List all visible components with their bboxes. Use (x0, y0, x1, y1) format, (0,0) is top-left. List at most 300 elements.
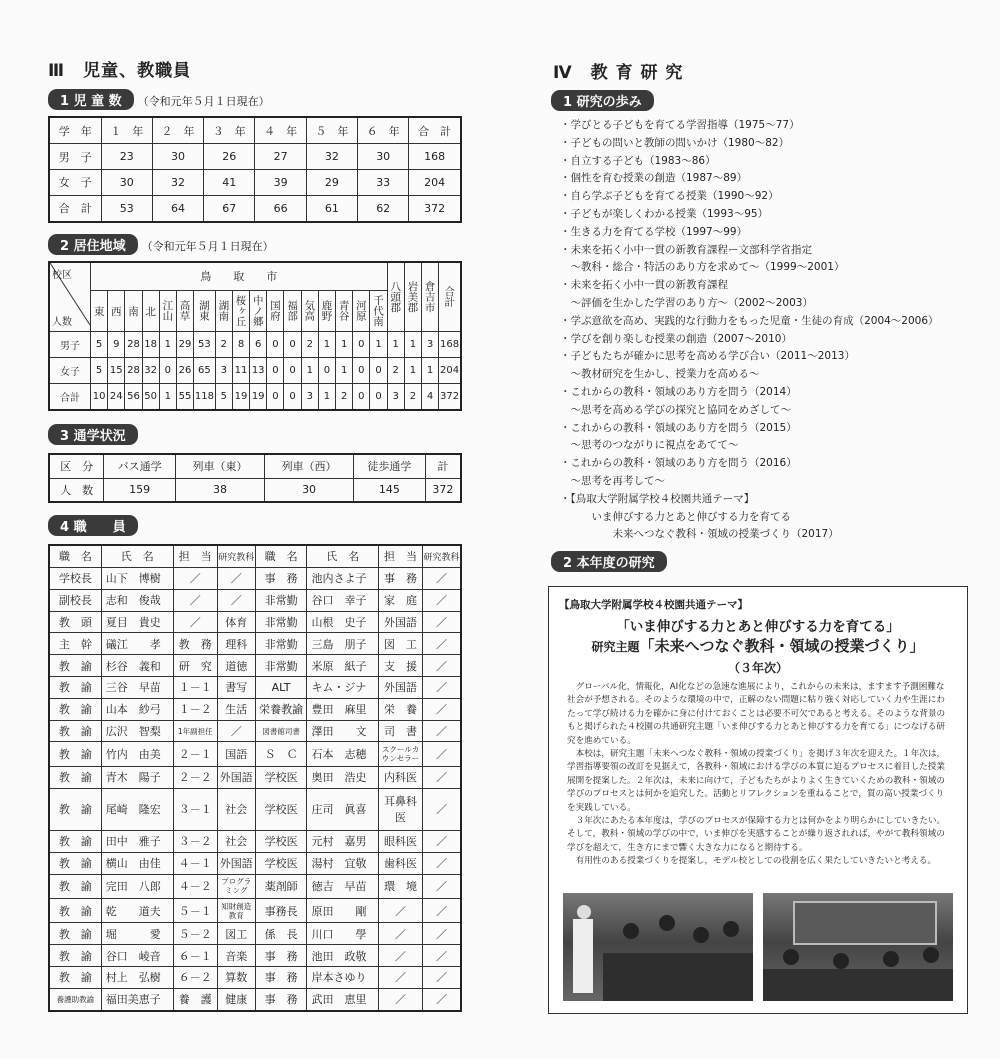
staff-label: 4 職 員 (48, 515, 138, 536)
classroom-photo-right (763, 893, 953, 1001)
research-history-heading (551, 90, 654, 111)
table-cell: 谷口 幸子 (307, 589, 379, 611)
research-theme-text: 「未来へつなぐ教科・領域の授業づくり」 (639, 637, 925, 655)
table-header-cell: 南 (125, 290, 142, 331)
staff-row (49, 677, 461, 699)
table-cell: 音楽 (217, 945, 255, 967)
table-cell: 石本 志穂 (307, 742, 379, 766)
table-cell: ／ (423, 874, 461, 898)
table-cell: 志和 俊哉 (101, 589, 173, 611)
research-history-item: ・学びを創り楽しむ授業の創造（2007～2010） (560, 332, 792, 345)
table-cell: 1 (318, 383, 335, 410)
table-cell: 事務長 (255, 899, 307, 923)
table-cell: 372 (439, 383, 461, 410)
research-history-item: ・学ぶ意欲を高め、実践的な行動力をもった児童・生徒の育成（2004～2006） (560, 314, 939, 327)
table-cell: 池内さよ子 (307, 567, 379, 589)
table-header-cell: 国府 (267, 290, 284, 331)
table-cell: 社会 (217, 788, 255, 830)
table-cell: キム・ジナ (307, 677, 379, 699)
table-cell: 0 (353, 357, 370, 383)
table-cell: 合計 (49, 383, 91, 410)
table-cell: 夏目 貴史 (101, 611, 173, 633)
table-cell: 外国語 (379, 677, 423, 699)
table-cell: 庄司 眞喜 (307, 788, 379, 830)
table-cell: 豊田 麻里 (307, 698, 379, 720)
table-cell: 1年副担任 (173, 720, 217, 742)
table-cell: 外国語 (217, 766, 255, 788)
table-header-cell: 研究教科 (217, 545, 255, 567)
table-row (49, 195, 461, 222)
table-cell: 尾崎 隆宏 (101, 788, 173, 830)
table-cell: 1 (387, 331, 404, 357)
table-header-cell: 職 名 (255, 545, 307, 567)
table-cell: ／ (423, 567, 461, 589)
table-cell: 1 (301, 357, 318, 383)
research-paragraph: 有用性のある授業づくりを提案し，モデル校としての役割を広く果たしていきたいと考える。 (567, 856, 937, 867)
research-history-item: ・【鳥取大学附属学校４校園共通テーマ】 (560, 492, 755, 505)
residence-label: 2 居住地域 (48, 234, 138, 255)
table-cell: 0 (318, 357, 335, 383)
table-cell: 53 (194, 331, 216, 357)
children-count-label: 1 児 童 数 (48, 89, 134, 110)
table-cell: 168 (409, 144, 461, 170)
staff-row (49, 945, 461, 967)
table-cell: 30 (101, 169, 152, 195)
table-cell: 29 (306, 169, 357, 195)
this-year-label: 2 本年度の研究 (551, 551, 667, 572)
table-cell: 湯村 宜敬 (307, 852, 379, 874)
table-cell: 広沢 智梨 (101, 720, 173, 742)
table-header-cell: 担 当 (379, 545, 423, 567)
table-cell: 32 (152, 169, 203, 195)
table-cell: ／ (423, 788, 461, 830)
staff-row (49, 967, 461, 989)
table-header-cell: 千代南 (370, 290, 387, 331)
table-cell: 6 (250, 331, 267, 357)
table-cell: 教 諭 (49, 852, 101, 874)
table-cell: 体育 (217, 611, 255, 633)
research-history-item: ～評価を生かした学習のあり方～（2002～2003） (560, 296, 813, 309)
table-cell: 67 (204, 195, 255, 222)
table-cell: 副校長 (49, 589, 101, 611)
table-cell: 5 (91, 357, 108, 383)
staff-row (49, 766, 461, 788)
table-cell: 145 (354, 478, 426, 502)
staff-table (48, 544, 462, 1012)
table-header-cell: 青谷 (336, 290, 353, 331)
table-header-cell: 氏 名 (101, 545, 173, 567)
table-header-cell: ５ 年 (306, 117, 357, 144)
table-cell: 27 (255, 144, 306, 170)
table-cell: 教 諭 (49, 655, 101, 677)
staff-row (49, 655, 461, 677)
table-cell: 教 諭 (49, 874, 101, 898)
table-cell: ALT (255, 677, 307, 699)
table-header-cell: 鹿野 (318, 290, 335, 331)
table-header-cell: ２ 年 (152, 117, 203, 144)
table-cell: 山根 史子 (307, 611, 379, 633)
table-cell: 30 (265, 478, 354, 502)
table-cell: 教 頭 (49, 611, 101, 633)
table-header-cell: 桜ヶ丘 (232, 290, 249, 331)
classroom-photo-left (563, 893, 753, 1001)
table-cell: 372 (409, 195, 461, 222)
table-cell: ４－２ (173, 874, 217, 898)
table-cell: 5 (91, 331, 108, 357)
table-header-cell: 河原 (353, 290, 370, 331)
table-cell: 三谷 早苗 (101, 677, 173, 699)
table-cell: ／ (423, 923, 461, 945)
table-header-cell: 計 (425, 454, 461, 478)
table-cell: 乾 道夫 (101, 899, 173, 923)
research-theme-prefix: 研究主題 (591, 640, 640, 654)
table-header-cell: 氏 名 (307, 545, 379, 567)
table-cell: 奥田 浩史 (307, 766, 379, 788)
table-cell: 教 諭 (49, 945, 101, 967)
table-cell: 1 (404, 357, 421, 383)
staff-row (49, 742, 461, 766)
table-cell: 道徳 (217, 655, 255, 677)
research-year: （３年次） (727, 661, 788, 675)
table-cell: 64 (152, 195, 203, 222)
table-cell: ／ (423, 967, 461, 989)
residence-heading (48, 234, 274, 255)
table-cell: 家 庭 (379, 589, 423, 611)
table-row (49, 357, 461, 383)
table-header-cell: 研究教科 (423, 545, 461, 567)
staff-row (49, 720, 461, 742)
table-cell: 38 (175, 478, 264, 502)
table-cell: ／ (217, 589, 255, 611)
table-cell: 堀 愛 (101, 923, 173, 945)
table-cell: ／ (423, 766, 461, 788)
table-cell: 56 (125, 383, 142, 410)
table-cell: 教 諭 (49, 967, 101, 989)
table-cell: ／ (423, 698, 461, 720)
table-cell: 教 諭 (49, 720, 101, 742)
table-header-cell: １ 年 (101, 117, 152, 144)
staff-row (49, 852, 461, 874)
table-cell: ／ (423, 742, 461, 766)
table-header-cell: ３ 年 (204, 117, 255, 144)
table-cell: 福田美恵子 (101, 988, 173, 1011)
table-cell: 118 (194, 383, 216, 410)
table-cell: １－２ (173, 698, 217, 720)
table-cell: 23 (101, 144, 152, 170)
table-header-cell: ６ 年 (358, 117, 409, 144)
table-cell: 2 (404, 383, 421, 410)
table-cell: 2 (301, 331, 318, 357)
table-cell: 岸本さゆり (307, 967, 379, 989)
table-cell: 係 長 (255, 923, 307, 945)
table-cell: 19 (232, 383, 249, 410)
table-cell: 原田 剛 (307, 899, 379, 923)
table-cell: ／ (423, 988, 461, 1011)
table-cell: 三島 朋子 (307, 633, 379, 655)
table-cell: 女子 (49, 357, 91, 383)
table-cell: 15 (108, 357, 125, 383)
research-history-item: いま伸びする力とあと伸びする力を育てる (560, 510, 791, 523)
this-year-heading (551, 551, 667, 572)
table-cell: 非常勤 (255, 611, 307, 633)
table-cell: １－１ (173, 677, 217, 699)
table-cell: 2 (215, 331, 232, 357)
table-header-cell: 岩美郡 (404, 262, 421, 331)
table-cell: 3 (387, 383, 404, 410)
table-cell: 横山 由佳 (101, 852, 173, 874)
table-cell: 環 境 (379, 874, 423, 898)
table-header-cell: 西 (108, 290, 125, 331)
table-cell: ／ (423, 633, 461, 655)
table-cell: 礒江 孝 (101, 633, 173, 655)
table-header-cell: 湖南 (215, 290, 232, 331)
table-cell: 事 務 (255, 967, 307, 989)
table-row (49, 478, 461, 502)
table-cell: 204 (439, 357, 461, 383)
table-cell: 1 (404, 331, 421, 357)
research-history-item: 未来へつなぐ教科・領域の授業づくり（2017） (560, 528, 839, 541)
table-cell: 168 (439, 331, 461, 357)
research-paragraph: 本校は，研究主題「未来へつなぐ教科・領域の授業づくり」を掲げ３年次を迎えた。１年次は，学習指導要領の改訂を見据えて，各教科・領域における学びの本質に迫るプロセスに着目した授業展開を提案した。２年次は，未来に向けて，子どもたちがよりよく生きていくための教科・領域の学びのプロセスとは何かを追究した。活動とリフレクションを重ねることで，質の高い授業づくりを実践している。 (567, 749, 946, 813)
table-header-row (49, 545, 461, 567)
table-cell: 図 工 (379, 633, 423, 655)
table-cell: 55 (176, 383, 193, 410)
table-cell: 知財創造教育 (217, 899, 255, 923)
table-cell: 完田 八郎 (101, 874, 173, 898)
staff-row (49, 874, 461, 898)
table-cell: ／ (217, 567, 255, 589)
research-history-item: ・未来を拓く小中一貫の新教育課程 (560, 279, 728, 292)
table-cell: 合 計 (49, 195, 101, 222)
table-cell: Ｓ Ｃ (255, 742, 307, 766)
table-header-cell: 湖東 (194, 290, 216, 331)
table-cell: 0 (267, 383, 284, 410)
table-header-cell: 合計 (439, 262, 461, 331)
table-header-cell: 中ノ郷 (250, 290, 267, 331)
table-cell: 159 (104, 478, 176, 502)
table-cell: 28 (125, 357, 142, 383)
research-body (567, 681, 951, 869)
research-theme (549, 635, 967, 656)
table-cell: ／ (379, 967, 423, 989)
staff-row (49, 567, 461, 589)
table-header-cell: 学 年 (49, 117, 101, 144)
table-cell: ／ (173, 567, 217, 589)
table-cell: 歯科医 (379, 852, 423, 874)
staff-row (49, 788, 461, 830)
table-cell: 教 諭 (49, 698, 101, 720)
table-header-cell: 倉吉市 (421, 262, 438, 331)
table-cell: 3 (421, 331, 438, 357)
table-cell: 教 諭 (49, 788, 101, 830)
children-count-note: （令和元年５月１日現在） (137, 95, 270, 108)
commute-table (48, 453, 462, 503)
table-cell: プログラミング (217, 874, 255, 898)
table-cell: 1 (336, 331, 353, 357)
research-history-item: ～思考を高める学びの探究と協同をめざして～ (560, 403, 791, 416)
table-header-cell: 列車（西） (265, 454, 354, 478)
table-cell: 栄養教諭 (255, 698, 307, 720)
table-cell: 2 (336, 383, 353, 410)
table-cell: 0 (159, 357, 176, 383)
table-cell: 学校医 (255, 852, 307, 874)
table-cell: 50 (142, 383, 159, 410)
table-header-cell: 江山 (159, 290, 176, 331)
left-section-title: Ⅲ 児童、教職員 (48, 61, 192, 81)
table-cell: 女 子 (49, 169, 101, 195)
table-cell: 事 務 (255, 567, 307, 589)
table-cell: 29 (176, 331, 193, 357)
table-cell: 0 (370, 383, 387, 410)
table-corner-cell (49, 262, 91, 331)
staff-row (49, 698, 461, 720)
staff-row (49, 923, 461, 945)
table-row (49, 331, 461, 357)
table-cell: 事 務 (255, 945, 307, 967)
table-cell: 学校医 (255, 831, 307, 853)
table-header-cell: 気高 (301, 290, 318, 331)
table-row (49, 144, 461, 170)
table-cell: 田中 雅子 (101, 831, 173, 853)
table-cell: 教 諭 (49, 766, 101, 788)
table-cell: 26 (204, 144, 255, 170)
table-cell: ６－１ (173, 945, 217, 967)
table-cell: 10 (91, 383, 108, 410)
table-header-cell: 列車（東） (175, 454, 264, 478)
table-header-cell: 福部 (284, 290, 301, 331)
table-row (49, 169, 461, 195)
table-cell: 24 (108, 383, 125, 410)
research-history-item: ・これからの教科・領域のあり方を問う（2015） (560, 421, 797, 434)
right-section-title: Ⅳ 教 育 研 究 (553, 63, 684, 83)
table-cell: 非常勤 (255, 655, 307, 677)
table-cell: 18 (142, 331, 159, 357)
table-cell: 内科医 (379, 766, 423, 788)
table-cell: 教 諭 (49, 677, 101, 699)
table-cell: 26 (176, 357, 193, 383)
table-cell: 教 諭 (49, 899, 101, 923)
table-cell: 3 (301, 383, 318, 410)
table-cell: 62 (358, 195, 409, 222)
table-cell: ５－１ (173, 899, 217, 923)
city-header-cell: 鳥 取 市 (91, 262, 388, 290)
table-cell: 栄 養 (379, 698, 423, 720)
research-history-item: ・生きる力を育てる学校（1997～99） (560, 225, 748, 238)
research-history-item: ・自ら学ぶ子どもを育てる授業（1990～92） (560, 190, 779, 203)
table-cell: 30 (358, 144, 409, 170)
table-cell: 1 (336, 357, 353, 383)
staff-row (49, 899, 461, 923)
staff-heading (48, 515, 138, 536)
commute-label: 3 通学状況 (48, 424, 138, 445)
table-cell: スクールカウンセラー (379, 742, 423, 766)
table-header-cell: 八頭郡 (387, 262, 404, 331)
table-cell: 国語 (217, 742, 255, 766)
table-cell: 65 (194, 357, 216, 383)
table-cell: 0 (267, 331, 284, 357)
table-cell: 0 (284, 357, 301, 383)
table-cell: 山下 博樹 (101, 567, 173, 589)
table-cell: 66 (255, 195, 306, 222)
table-cell: 61 (306, 195, 357, 222)
table-cell: 外国語 (217, 852, 255, 874)
table-cell: 元村 嘉男 (307, 831, 379, 853)
table-cell: 耳鼻科医 (379, 788, 423, 830)
table-cell: ／ (423, 677, 461, 699)
table-cell: 0 (284, 331, 301, 357)
table-cell: ６－２ (173, 967, 217, 989)
table-cell: 算数 (217, 967, 255, 989)
table-cell: ４－１ (173, 852, 217, 874)
table-cell: 教 諭 (49, 831, 101, 853)
table-cell: 事 務 (255, 988, 307, 1011)
table-cell: 32 (306, 144, 357, 170)
table-cell: 1 (370, 331, 387, 357)
table-cell: 教 務 (173, 633, 217, 655)
table-cell: 薬剤師 (255, 874, 307, 898)
table-cell: 養 護 (173, 988, 217, 1011)
table-cell: ／ (217, 720, 255, 742)
table-cell: ／ (173, 589, 217, 611)
table-cell: 53 (101, 195, 152, 222)
research-history-item: ・これからの教科・領域のあり方を問う（2014） (560, 385, 797, 398)
table-cell: 28 (125, 331, 142, 357)
table-cell: 眼科医 (379, 831, 423, 853)
table-cell: 41 (204, 169, 255, 195)
research-history-item: ・学びとる子どもを育てる学習指導（1975～77） (560, 119, 800, 131)
table-cell: 非常勤 (255, 589, 307, 611)
table-cell: 事 務 (379, 567, 423, 589)
table-cell: ／ (423, 899, 461, 923)
table-cell: ／ (423, 655, 461, 677)
table-header-cell: 担 当 (173, 545, 217, 567)
table-cell: 39 (255, 169, 306, 195)
table-cell: 8 (232, 331, 249, 357)
table-cell: 川口 學 (307, 923, 379, 945)
table-cell: 図書館司書 (255, 720, 307, 742)
table-cell: 理科 (217, 633, 255, 655)
table-header-cell: 高草 (176, 290, 193, 331)
table-cell: 学校長 (49, 567, 101, 589)
table-cell: 教 諭 (49, 742, 101, 766)
table-cell: 学校医 (255, 788, 307, 830)
research-box (548, 586, 968, 1014)
table-cell: 32 (142, 357, 159, 383)
table-cell: ／ (379, 923, 423, 945)
table-header-cell: 区 分 (49, 454, 104, 478)
table-cell: 0 (267, 357, 284, 383)
table-cell: 5 (215, 383, 232, 410)
table-cell: 372 (425, 478, 461, 502)
children-count-table (48, 116, 462, 223)
research-paragraph: ３年次にあたる本年度は，学びのプロセスが保障する力とは何かをより明らかにしていきたい。そして，教科・領域の学びの中で，いま伸びを実感することが繰り返されれば，やがて教科領域の学びを超えて，生き方にまで響く大きな力になると期待する。 (567, 816, 946, 853)
table-cell: ２－２ (173, 766, 217, 788)
table-header-row (49, 262, 461, 290)
commute-heading (48, 424, 138, 445)
table-cell: 生活 (217, 698, 255, 720)
table-cell: ３－２ (173, 831, 217, 853)
research-history-item: ・子どもが楽しくわかる授業（1993～95） (560, 207, 769, 220)
table-cell: 男 子 (49, 144, 101, 170)
table-header-row (49, 117, 461, 144)
table-header-cell: ４ 年 (255, 117, 306, 144)
table-cell: ５－２ (173, 923, 217, 945)
table-cell: 杉谷 義和 (101, 655, 173, 677)
table-cell: ／ (379, 899, 423, 923)
research-history-item: ～思考のつながりに視点をあてて～ (560, 439, 739, 452)
table-cell: 社会 (217, 831, 255, 853)
table-cell: ／ (423, 852, 461, 874)
